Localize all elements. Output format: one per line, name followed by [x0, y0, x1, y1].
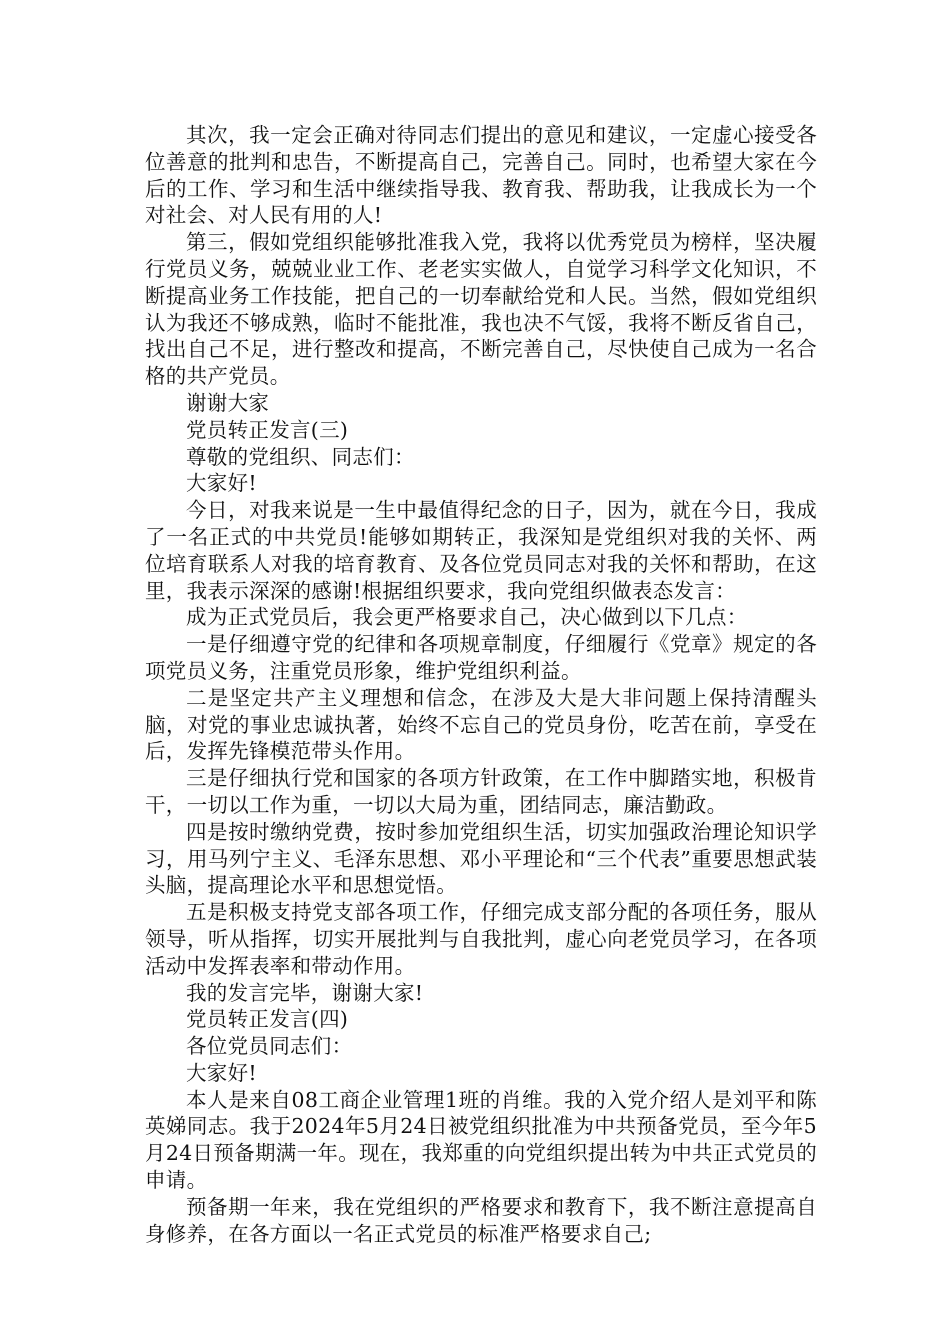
paragraph-point-two: 二是坚定共产主义理想和信念，在涉及大是大非问题上保持清醒头脑，对党的事业忠诚执著，始终不忘自己的党员身份，吃苦在前，享受在后，发挥先锋模范带头作用。	[145, 685, 817, 764]
document-page	[145, 122, 817, 1247]
paragraph-commitment-intro: 成为正式党员后，我会更严格要求自己，决心做到以下几点：	[186, 605, 748, 630]
paragraph-point-three: 三是仔细执行党和国家的各项方针政策，在工作中脚踏实地，积极肯干，一切以工作为重，一切以大局为重，团结同志，廉洁勤政。	[145, 766, 817, 817]
paragraph-third-point: 第三，假如党组织能够批准我入党，我将以优秀党员为榜样，坚决履行党员义务，兢兢业业工作、老老实实做人，自觉学习科学文化知识，不断提高业务工作技能，把自己的一切奉献给党和人民。当然，假如党组织认为我还不够成熟，临时不能批准，我也决不气馁，我将不断反省自己，找出自己不足，进行整改和提高，不断完善自己，尽快使自己成为一名合格的共产党员。	[145, 230, 817, 389]
paragraph-today: 今日，对我来说是一生中最值得纪念的日子，因为，就在今日，我成了一名正式的中共党员!能够如期转正，我深知是党组织对我的关怀、两位培育联系人对我的培育教育、及各位党员同志对我的关怀和帮助，在这里，我表示深深的感谢!根据组织要求，我向党组织做表态发言：	[145, 498, 817, 603]
paragraph-introduction: 本人是来自08工商企业管理1班的肖维。我的入党介绍人是刘平和陈英娣同志。我于2024年5月24日被党组织批准为中共预备党员，至今年5月24日预备期满一年。现在，我郑重的向党组织提出转为中共正式党员的申请。	[145, 1087, 817, 1193]
paragraph-point-four: 四是按时缴纳党费，按时参加党组织生活，切实加强政治理论知识学习，用马列宁主义、毛泽东思想、邓小平理论和“三个代表”重要思想武装头脑，提高理论水平和思想觉悟。	[145, 819, 817, 898]
paragraph-point-five: 五是积极支持党支部各项工作，仔细完成支部分配的各项任务，服从领导，听从指挥，切实开展批判与自我批判，虚心向老党员学习，在各项活动中发挥表率和带动作用。	[145, 900, 817, 978]
salutation: 尊敬的党组织、同志们：	[186, 444, 415, 469]
paragraph-criticism: 其次，我一定会正确对待同志们提出的意见和建议，一定虚心接受各位善意的批判和忠告，不断提高自己，完善自己。同时，也希望大家在今后的工作、学习和生活中继续指导我、教育我、帮助我，让我成长为一个对社会、对人民有用的人!	[145, 123, 817, 228]
section-title-three: 党员转正发言(三)	[186, 417, 349, 442]
paragraph-point-one: 一是仔细遵守党的纪律和各项规章制度，仔细履行《党章》规定的各项党员义务，注重党员形象，维护党组织利益。	[145, 632, 817, 683]
paragraph-thanks: 谢谢大家	[186, 390, 270, 415]
section-title-four: 党员转正发言(四)	[186, 1007, 349, 1032]
greeting-two: 大家好!	[186, 1060, 257, 1085]
greeting: 大家好!	[186, 471, 257, 496]
salutation-two: 各位党员同志们：	[186, 1034, 353, 1059]
paragraph-probation: 预备期一年来，我在党组织的严格要求和教育下，我不断注意提高自身修养，在各方面以一名正式党员的标准严格要求自己;	[145, 1194, 817, 1246]
paragraph-closing: 我的发言完毕，谢谢大家!	[186, 980, 424, 1005]
